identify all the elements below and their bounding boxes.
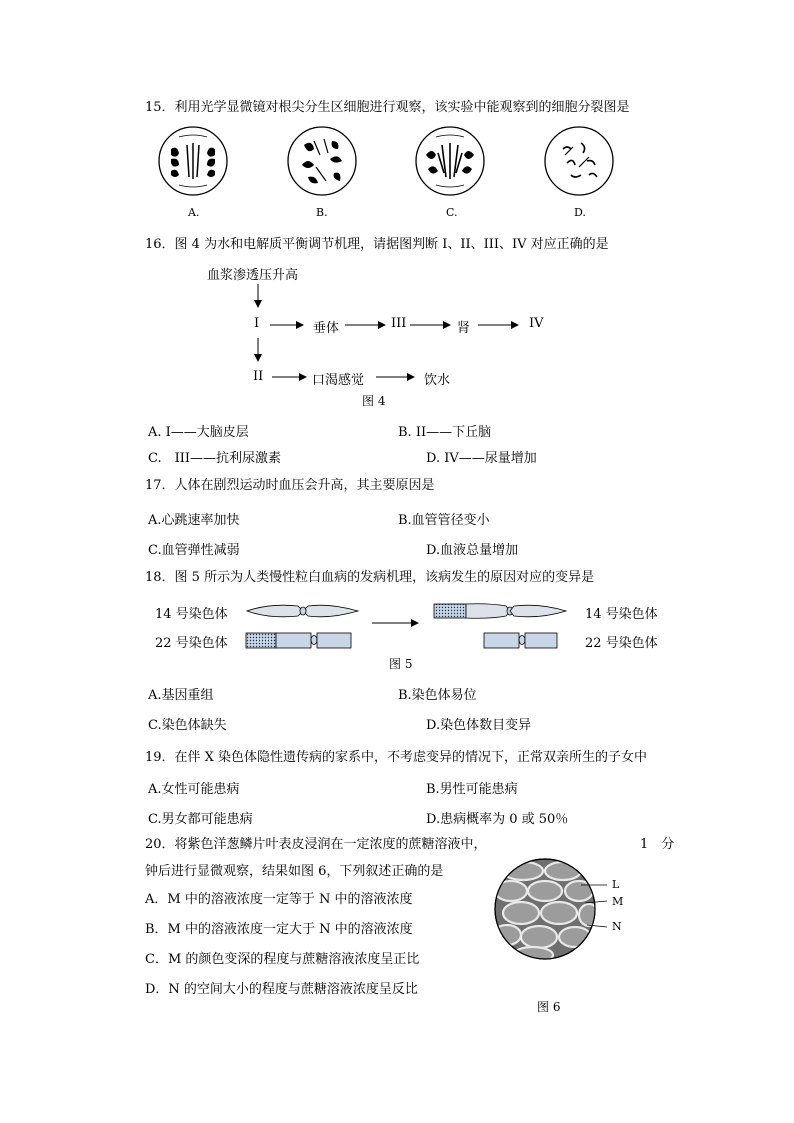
q20-label-n: N [612,920,622,933]
q15-stem: 15．利用光学显微镜对根尖分生区细胞进行观察，该实验中能观察到的细胞分裂图是 [145,100,630,115]
q19-option-b: B.男性可能患病 [426,782,518,797]
q20-stem-line1: 20．将紫色洋葱鳞片叶表皮浸润在一定浓度的蔗糖溶液中， [145,837,487,852]
q16-node-pituitary: 垂体 [313,321,340,336]
q19-stem: 19．在伴 X 染色体隐性遗传病的家系中，不考虑变异的情况下，正常双亲所生的子女中 [145,750,648,765]
q18-option-d: D.染色体数目变异 [426,718,532,733]
q19-option-c: C.男女都可能患病 [148,812,253,827]
q16-node-drink: 饮水 [424,373,451,388]
q15-option-b-label: B. [316,206,328,219]
q16-node-ii: II [253,369,264,384]
q16-option-b: B. II——下丘脑 [398,425,492,440]
q18-figure-caption: 图 5 [389,657,413,671]
q17-option-c: C.血管弹性减弱 [148,543,240,558]
q18-stem: 18．图 5 所示为人类慢性粒白血病的发病机理，该病发生的原因对应的变异是 [145,570,595,585]
q20-stem-line2: 钟后进行显微观察，结果如图 6，下列叙述正确的是 [145,864,444,879]
q18-option-b: B.染色体易位 [398,688,477,703]
q15-option-c-label: C. [446,206,458,219]
q20-figure-caption: 图 6 [537,1000,561,1014]
q20-stem-suffix: 1 分 [640,837,675,852]
q20-label-l: L [612,878,620,891]
q20-micrograph-image [493,857,633,961]
q16-node-thirst: 口渴感觉 [312,373,365,388]
q16-node-iv: IV [529,316,544,331]
q15-option-d-label: D. [574,206,586,219]
q16-node-kidney: 肾 [457,321,471,336]
q17-option-b: B.血管管径变小 [398,513,490,528]
q20-option-a: A．M 中的溶液浓度一定等于 N 中的溶液浓度 [145,892,413,907]
q18-chrom14-right-label: 14 号染色体 [585,607,658,622]
q18-chrom22-left-label: 22 号染色体 [155,636,228,651]
q15-option-a-label: A. [188,206,200,219]
q16-stem: 16．图 4 为水和电解质平衡调节机理，请据图判断 I、II、III、IV 对应正确的是 [145,237,609,252]
q17-stem: 17．人体在剧烈运动时血压会升高，其主要原因是 [145,478,435,493]
q16-node-iii: III [391,316,407,331]
q20-label-m: M [612,895,624,908]
q18-option-a: A.基因重组 [148,688,214,703]
q20-option-b: B．M 中的溶液浓度一定大于 N 中的溶液浓度 [145,922,413,937]
q20-option-d: D．N 的空间大小的程度与蔗糖溶液浓度呈反比 [145,982,418,997]
q20-option-c: C．M 的颜色变深的程度与蔗糖溶液浓度呈正比 [145,952,420,967]
q19-option-d: D.患病概率为 0 或 50％ [426,812,569,827]
q16-option-a: A. I——大脑皮层 [148,425,249,440]
q18-option-c: C.染色体缺失 [148,718,227,733]
q16-node-i: I [254,316,260,331]
q17-option-a: A.心跳速率加快 [148,513,240,528]
q16-option-c: C. III——抗利尿激素 [148,451,282,466]
q16-node-plasma-osmotic: 血浆渗透压升高 [207,268,299,283]
q18-chrom14-left-label: 14 号染色体 [155,607,228,622]
q19-option-a: A.女性可能患病 [148,782,240,797]
q16-figure-caption: 图 4 [362,394,386,408]
q18-chrom22-right-label: 22 号染色体 [585,636,658,651]
q17-option-d: D.血液总量增加 [426,543,519,558]
q16-option-d: D. IV——尿量增加 [426,451,537,466]
